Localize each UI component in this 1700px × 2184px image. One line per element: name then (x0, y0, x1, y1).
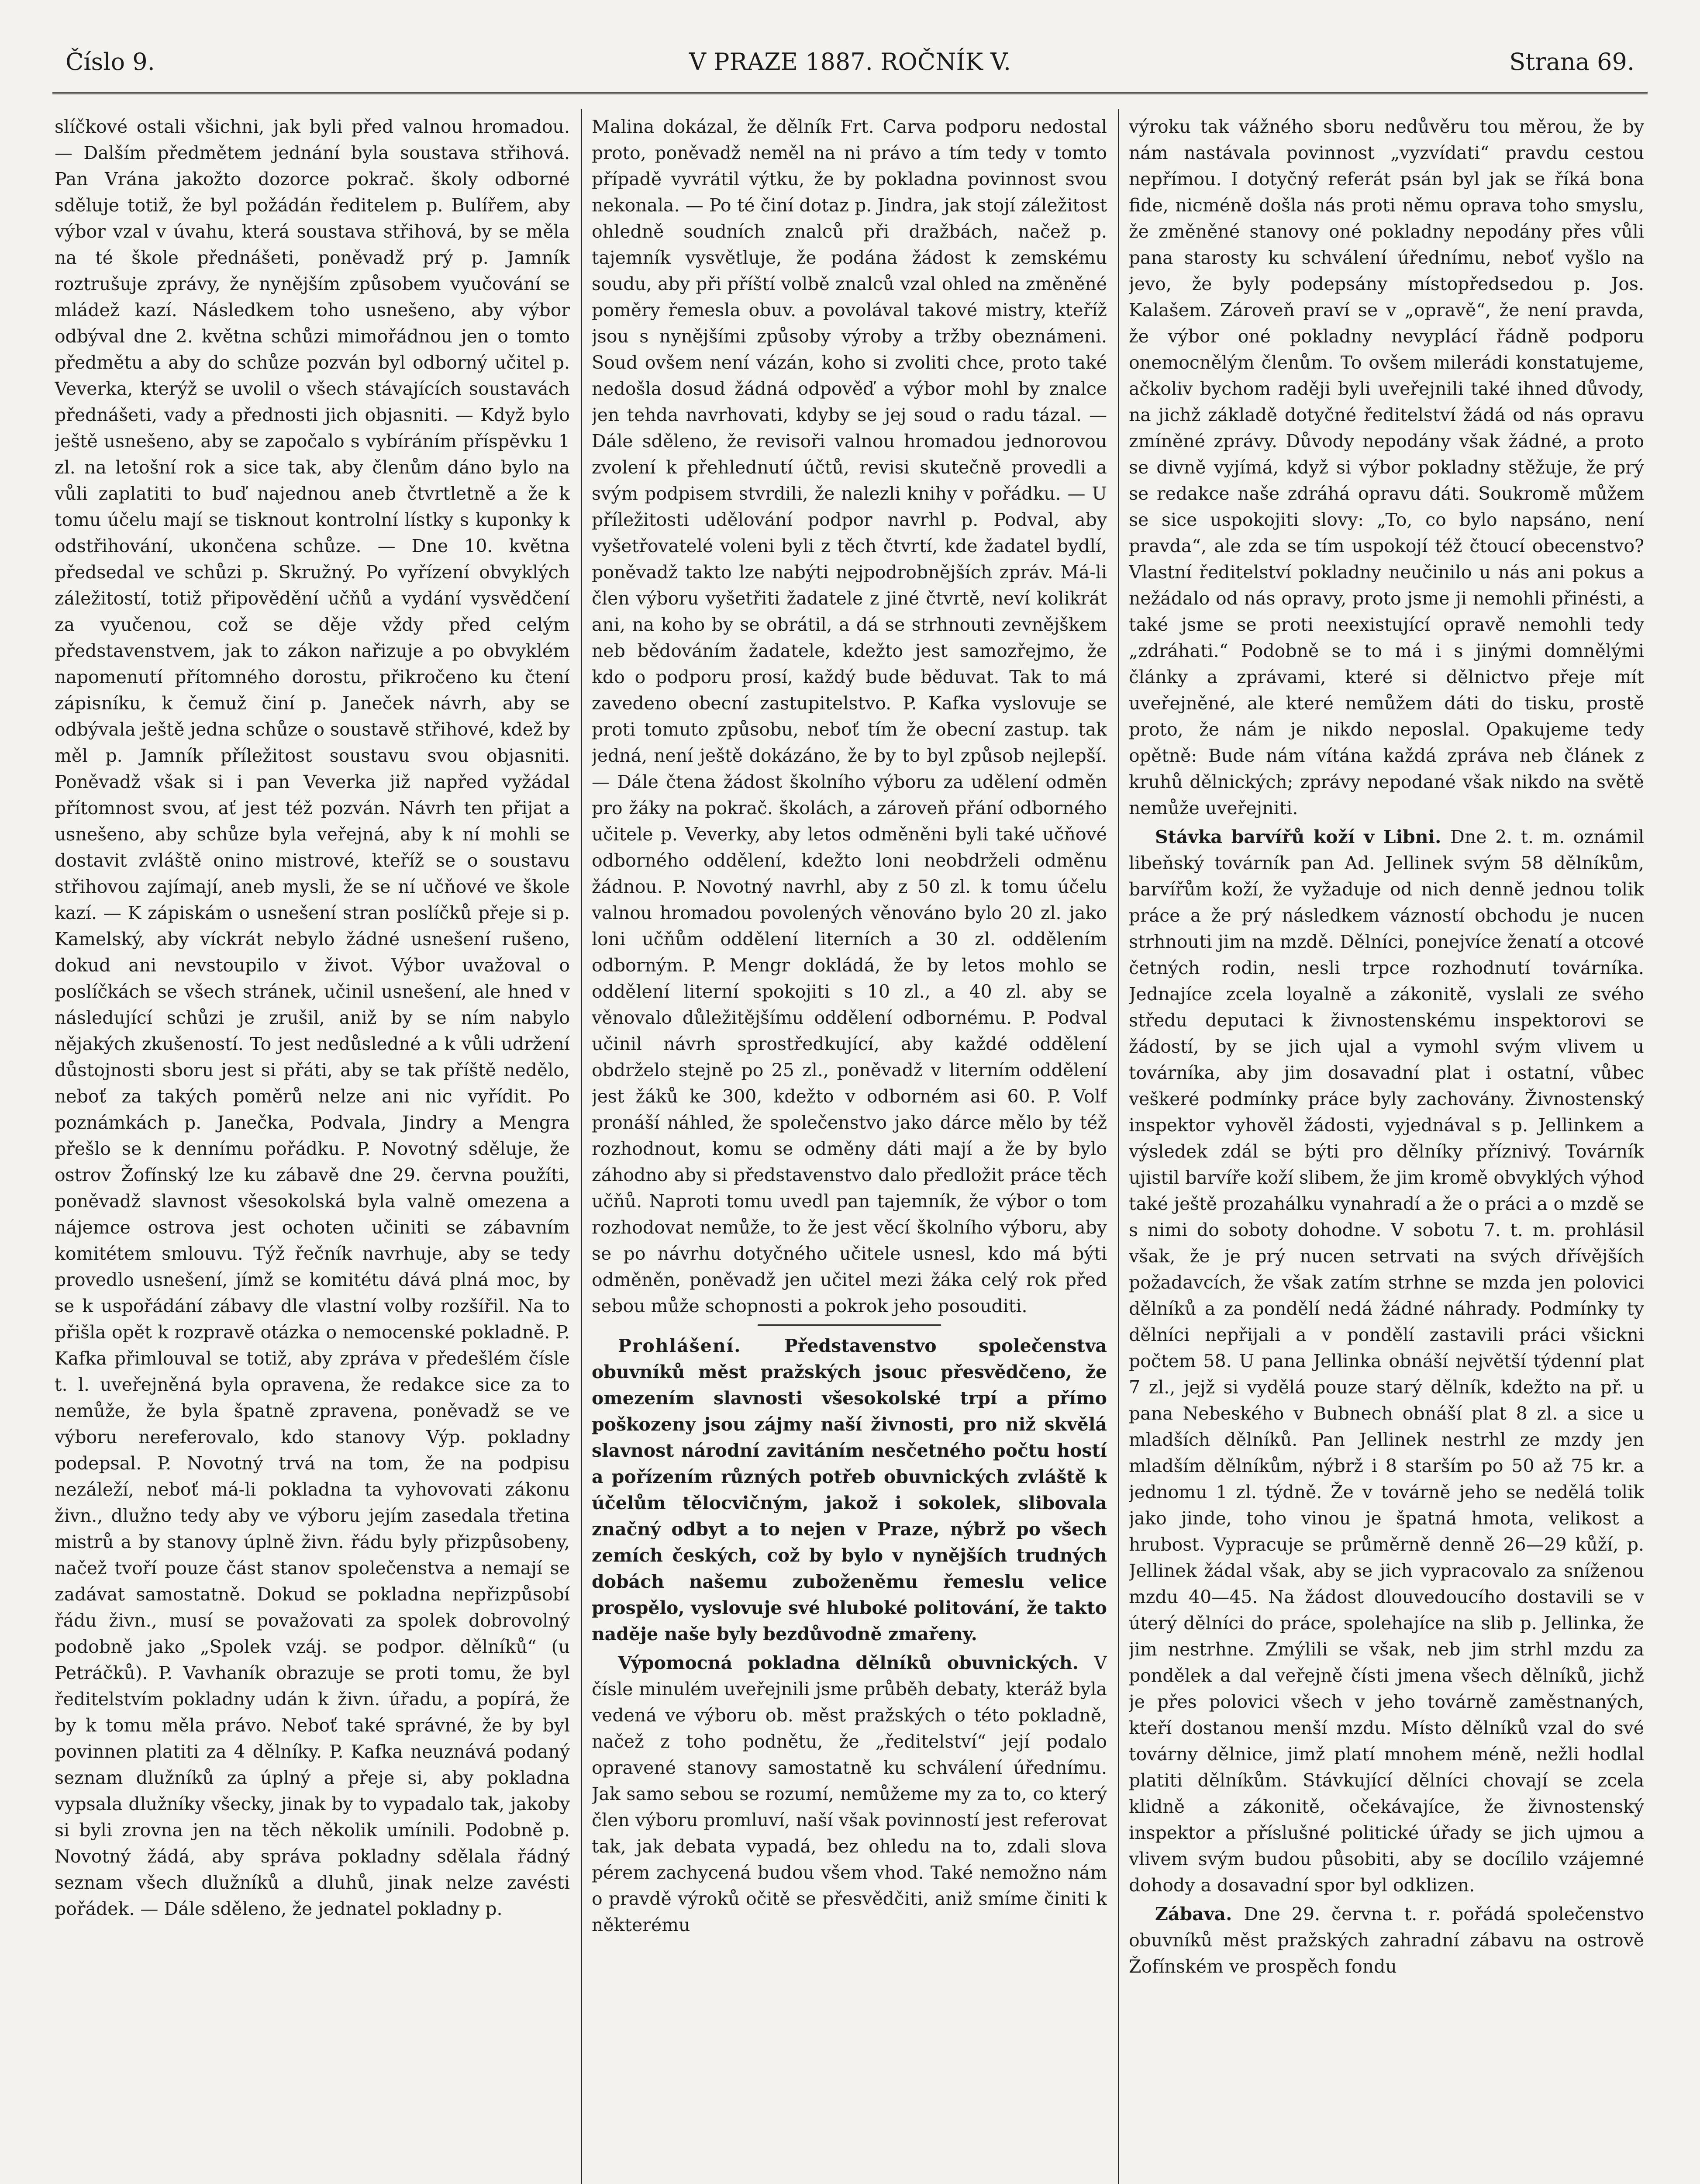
article-text: Malina dokázal, že dělník Frt. Carva podporu nedostal proto, poněvadž neměl na ni právo a tím tedy v tomto případě vyvrátil výtku, že by pokladna povinnost svou nekonala. — Po té činí dotaz p. Jindra, jak stojí záležitost ohledně soudních znalců při dražbách, načež p. tajemník vysvětluje, že podána žádost k zemskému soudu, aby při příští volbě znalců vzal ohled na změněné poměry řemesla obuv. a povolával takové mistry, kteříž jsou s nynějšími způsoby výroby a tržby obeznámeni. Soud ovšem není vázán, koho si zvoliti chce, proto také nedošla dosud žádná odpověď a výbor mohl by znalce jen tehda navrhovati, kdyby se jej soud o radu tázal. — Dále sděleno, že revisoři valnou hromadou jednorovou zvolení k přehlednutí účtů, revisi skutečně provedli a svým podpisem stvrdili, že nalezli knihy v pořádku. — U příležitosti udělování podpor navrhl p. Podval, aby vyšetřovatelé voleni byli z těch čtvrtí, kde žadatel bydlí, poněvadž takto lze nabýti nejpodrobnějších zpráv. Má-li člen výboru vyšetřiti žadatele z jiné čtvrtě, neví kolikrát ani, na koho by se obrátil, a dá se strhnouti zevnějškem neb bědováním žadatele, kdežto jest samozřejmo, že kdo o podporu prosí, každý bude běduvat. Tak to má zavedeno obecní zastupitelstvo. P. Kafka vyslovuje se proti tomuto způsobu, neboť tím že obecní zastup. tak jedná, není ještě dokázáno, že by to byl způsob nejlepší. — Dále čtena žádost školního výboru za udělení odměn pro žáky na pokrač. školách, a zároveň přání odborného učitele p. Veverky, aby letos odměněni byli také učňové odborného oddělení, kdežto loni neobdrželi odměnu žádnou. P. Novotný navrhl, aby z 50 zl. k tomu účelu valnou hromadou povolených věnováno bylo 20 zl. jako loni učňům oddělení literních a 30 zl. oddělením odborným. P. Mengr dokládá, že by letos mohlo se oddělení literní spokojiti s 10 zl., a 40 zl. aby se věnovalo důležitějšímu oddělení odbornému. P. Podval učinil návrh sprostředkující, aby každé oddělení obdrželo stejně po 25 zl., poněvadž v literním oddělení jest žáků ke 300, kdežto v odborném asi 60. P. Volf pronáší náhled, že společenstvo jako dárce mělo by též rozhodnout, komu se odměny dáti mají a že by bylo záhodno aby si představenstvo dalo předložit práce těch učňů. Naproti tomu uvedl pan tajemník, že výbor o tom rozhodovat nemůže, to že jest věcí školního výboru, aby se po návrhu dotyčného učitele usnesl, kdo má býti odměněn, poněvadž jen učitel mezi žáka celý rok před sebou může schopnosti a pokrok jeho posouditi. (592, 116, 1107, 1317)
column-1 (55, 114, 570, 2184)
page-header (52, 48, 1648, 87)
entertainment-article (1129, 1901, 1644, 1980)
issue-number: Číslo 9. (66, 48, 155, 76)
fund-heading: Výpomocná pokladna dělníků obuvnických. (618, 1652, 1094, 1673)
section-divider (758, 1324, 941, 1326)
strike-text: Dne 2. t. m. oznámil libeňský továrník pan Ad. Jellinek svým 58 dělníkům, barvířům koží, že vyžaduje od nich denně jednou tolik práce a že prý následkem vázností obchodu je nucen strhnouti jim na mzdě. Dělníci, ponejvíce ženatí a otcové četných rodin, nesli trpce rozhodnutí továrníka. Jednajíce zcela loyalně a zákonitě, vyslali ze svého středu deputaci k živnostenskému inspektorovi se žádostí, by se jich ujal a vymohl svým vlivem u továrníka, aby jim dosavadní plat i ostatní, vůbec veškeré podmínky práce byly zachovány. Živnostenský inspektor vyhověl žádosti, vyjednával s p. Jellinkem a výsledek zdál se býti pro dělníky příznivý. Továrník ujistil barvíře koží slibem, že jim kromě obvyklých výhod také ještě prozahálku vynahradí a že o práci a o mzdě se s nimi do soboty dohodne. V sobotu 7. t. m. prohlásil však, že je prý nucen setrvati na svých dřívějších požadavcích, že však zatím strhne se mzda jen polovici dělníků a za pondělí nedá žádné náhrady. Podmínky ty dělníci nepřijali a v pondělí zastavili práci všickni počtem 58. U pana Jellinka obnáší největší týdenní plat 7 zl., jejž si vydělá pouze starý dělník, kdežto na př. u pana Nebeského v Bubnech obnáší plat 8 zl. a sice u mladších dělníků. Pan Jellinek nestrhl ze mzdy jen mladším dělníkům, nýbrž i 8 starším po 50 až 75 kr. a jednomu 1 zl. týdně. Že v továrně jeho se nedělá tolik jako jinde, toho vinou je špatná hmota, velikost a hrubost. Vypracuje se průměrně denně 26—29 kůží, p. Jellinek žádal však, aby se jich vypracovalo za sníženou mzdu 40—45. Na žádost dlouvedoucího dostavili se v úterý dělníci do práce, spolehajíce na slib p. Jellinka, že jim nestrhne. Zmýlili se však, neb jim strhl mzdu za pondělek a dal veřejně čísti jmena všech dělníků, jichž je přes polovici všech v jeho továrně zaměstnaných, kteří dostanou menší mzdu. Místo dělníků vzal do své továrny dělnice, jimž platí mnohem méně, nežli hodlal platiti dělníkům. Stávkující dělníci chovají se zcela klidně a zákonitě, očekávajíce, že živnostenský inspektor a příslušné politické úřady se jich ujmou a vlivem svým budou působiti, aby se docílilo vzájemné dohody a dosavadní spor byl odklizen. (1129, 826, 1644, 1896)
publication-title: V PRAZE 1887. ROČNÍK V. (689, 48, 1011, 76)
proclamation-text: Představenstvo společenstva obuvníků měst pražských jsouc přesvědčeno, že omezením slavnosti všesokolské trpí a přímo poškozeny jsou zájmy naší živnosti, pro niž skvělá slavnost národní zavitáním nesčetného počtu hostí a pořízením různých potřeb obuvnických zvláště k účelům tělocvičným, jakož i sokolek, slibovala značný odbyt a to nejen v Praze, nýbrž po všech zemích českých, což by bylo v nynějších trudných dobách našemu zuboženěmu řemeslu velice prospělo, vyslovuje své hluboké politování, že takto naděje naše byly bezdůvodně zmařeny. (592, 1335, 1107, 1645)
fund-text: V čísle minulém uveřejnili jsme průběh debaty, kteráž byla vedená ve výboru ob. měst pražských o této pokladně, načež z toho podnětu, že „ředitelství“ její podalo opravené stanovy samostatně ku schválení úřednímu. Jak samo sebou se rozumí, nemůžeme my za to, co který člen výboru promluví, naší však povinností jest referovat tak, jak debata vypadá, bez ohledu na to, zdali slova pérem zachycená budou všem vhod. Také nemožno nám o pravdě výroků očitě se přesvědčiti, aniž smíme činiti k některému (592, 1652, 1107, 1935)
proclamation-article (592, 1333, 1107, 1647)
proclamation-heading: Prohlášení. (618, 1335, 784, 1356)
column-separator (581, 109, 582, 2184)
entertainment-text: Dne 29. června t. r. pořádá společenstvo obuvníků měst pražských zahradní zábavu na ostrově Žofínském ve prospěch fondu (1129, 1904, 1644, 1977)
entertainment-heading: Zábava. (1155, 1904, 1244, 1925)
fund-article (592, 1650, 1107, 1938)
strike-heading: Stávka barvířů koží v Libni. (1155, 826, 1451, 847)
page-number: Strana 69. (1509, 48, 1634, 76)
strike-article (1129, 824, 1644, 1898)
header-rule (52, 92, 1648, 97)
article-text: slíčkové ostali všichni, jak byli před valnou hromadou. — Dalším předmětem jednání byla soustava střihová. Pan Vrána jakožto dozorce pokrač. školy odborné sděluje totiž, že byl požádán ředitelem p. Bulířem, aby výbor vzal v úvahu, která soustava střihová, by se měla na té škole přednášeti, poněvadž prý p. Jamník roztrušuje zprávy, že nynějším způsobem vyučování se mládež kazí. Následkem toho usnešeno, aby výbor odbýval dne 2. května schůzi mimořádnou jen o tomto předmětu a aby do schůze pozván byl odborný učitel p. Veverka, kterýž se uvolil o všech stávajících soustavách přednášeti, vady a přednosti jich objasniti. — Když bylo ještě usnešeno, aby se započalo s vybíráním příspěvku 1 zl. na letošní rok a sice tak, aby členům dáno bylo na vůli zaplatiti to buď najednou aneb čtvrtletně a že k tomu účelu mají se tisknout kontrolní lístky s kuponky k odstřihování, ukončena schůze. — Dne 10. května předsedal ve schůzi p. Skružný. Po vyřízení obvyklých záležitostí, totiž připovědění učňů a vydání vysvědčení za vyučenou, což se děje vždy před celým představenstvem, jak to zákon nařizuje a po obvyklém napomenutí přítomného dorostu, přikročeno ku čtení zápisníku, k čemuž činí p. Janeček návrh, aby se odbývala ještě jedna schůze o soustavě střihové, kdež by měl p. Jamník příležitost soustavu svou objasniti. Poněvadž však si i pan Veverka již napřed vyžádal přítomnost svou, ať jest též pozván. Návrh ten přijat a usnešeno, aby schůze byla veřejná, aby k ní mohli se dostavit zvláště onino mistrové, kteříž se o soustavu střihovou zajímají, aneb mysli, že se ní učňové ve škole kazí. — K zápiskám o usnešení stran poslíčků přeje si p. Kamelský, aby víckrát nebylo žádné usnešení rušeno, dokud ani nevstoupilo v život. Výbor uvažoval o poslíčkách se všech stránek, učinil usnešení, ale hned v následující schůzi je zrušil, aniž by se ním nabylo nějakých zkušeností. To jest nedůsledné a k vůli udržení důstojnosti sboru jest si přáti, aby se tak příště nedělo, neboť za takých poměrů nelze ani nic vyřídit. Po poznámkách p. Janečka, Podvala, Jindry a Mengra přešlo se k dennímu pořádku. P. Novotný sděluje, že ostrov Žofínský lze ku zábavě dne 29. června použíti, poněvadž slavnost všesokolská byla valně omezena a nájemce ostrova jest ochoten učiniti se zábavním komitétem smlouvu. Týž řečník navrhuje, aby se tedy provedlo usnešení, jímž se komitétu dává plná moc, by se k uspořádání zábavy dle vlastní volby rozšířil. Na to přišla opět k rozpravě otázka o nemocenské pokladně. P. Kafka přimlouval se totiž, aby zpráva v předešlém čísle t. l. uveřejněná byla opravena, že redakce sice za to nemůže, že byla špatně zpravena, poněvadž se ve výboru nereferovalo, kdo stanovy Výp. pokladny podepsal. P. Novotný trvá na tom, že na podpisu nezáleží, neboť má-li pokladna ta vyhovovati zákonu živn., dlužno tedy aby ve výboru jejím zasedala třetina mistrů a by stanovy úplně živn. řádu byly přizpůsobeny, načež tvoří pouze část stanov společenstva a nemají se zadávat samostatně. Dokud se pokladna nepřizpůsobí řádu živn., musí se považovati za spolek dobrovolný podobně jako „Spolek vzáj. se podpor. dělníků“ (u Petráčků). P. Vavhaník obrazuje se proti tomu, že byl ředitelstvím pokladny udán k živn. úřadu, a popírá, že by k tomu měla právo. Neboť také správné, že by byl povinnen platiti za 4 dělníky. P. Kafka neuznává podaný seznam dlužníků za úplný a přeje si, aby pokladna vypsala dlužníky všecky, jinak by to vypadalo tak, jakoby si byli zrovna jen na těch několik umínili. Podobně p. Novotný žádá, aby správa pokladny sdělala řádný seznam všech dlužníků a dluhů, jinak nelze zavésti pořádek. — Dále sděleno, že jednatel pokladny p. (55, 116, 570, 1919)
column-separator (1118, 109, 1119, 2184)
column-3 (1129, 114, 1644, 2184)
article-text: výroku tak vážného sboru nedůvěru tou měrou, že by nám nastávala povinnost „vyzvídati“ pravdu cestou nepřímou. I dotyčný referát psán byl jak se říká bona fide, nicméně došla nás proti němu oprava toho smyslu, že změněné stanovy oné pokladny nepodány přes vůli pana starosty ku schválení úřednímu, neboť vyšlo na jevo, že byly podepsány místopředsedou p. Jos. Kalašem. Zároveň praví se v „opravě“, že není pravda, že výbor oné pokladny nevyplácí řádně podporu onemocnělým členům. To ovšem milerádi konstatujeme, ačkoliv bychom raději byli uveřejnili také ihned důvody, na jichž základě dotyčné ředitelství žádá od nás opravu zmíněné zprávy. Důvody nepodány však žádné, a proto se divně vyjímá, když si výbor pokladny stěžuje, že prý se redakce naše zdráhá opravu dáti. Soukromě můžem se sice uspokojiti slovy: „To, co bylo napsáno, není pravda“, ale zda se tím uspokojí též čtoucí obecenstvo? Vlastní ředitelství pokladny neučinilo u nás ani pokus a nežádalo od nás opravy, proto jsme ji nemohli přinésti, a také jsme se proti neexistující opravě nemohli tedy „zdráhati.“ Podobně se to má i s jinými domnělými články a zprávami, které si dělnictvo přeje mít uveřejněné, ale které nemůžem dáti do tisku, prostě proto, že nám je nikdo neposlal. Opakujeme tedy opětně: Bude nám vítána každá zpráva neb článek z kruhů dělnických; zprávy nepodané však nikdo na světě nemůže uveřejniti. (1129, 116, 1644, 819)
column-2 (592, 114, 1107, 2184)
